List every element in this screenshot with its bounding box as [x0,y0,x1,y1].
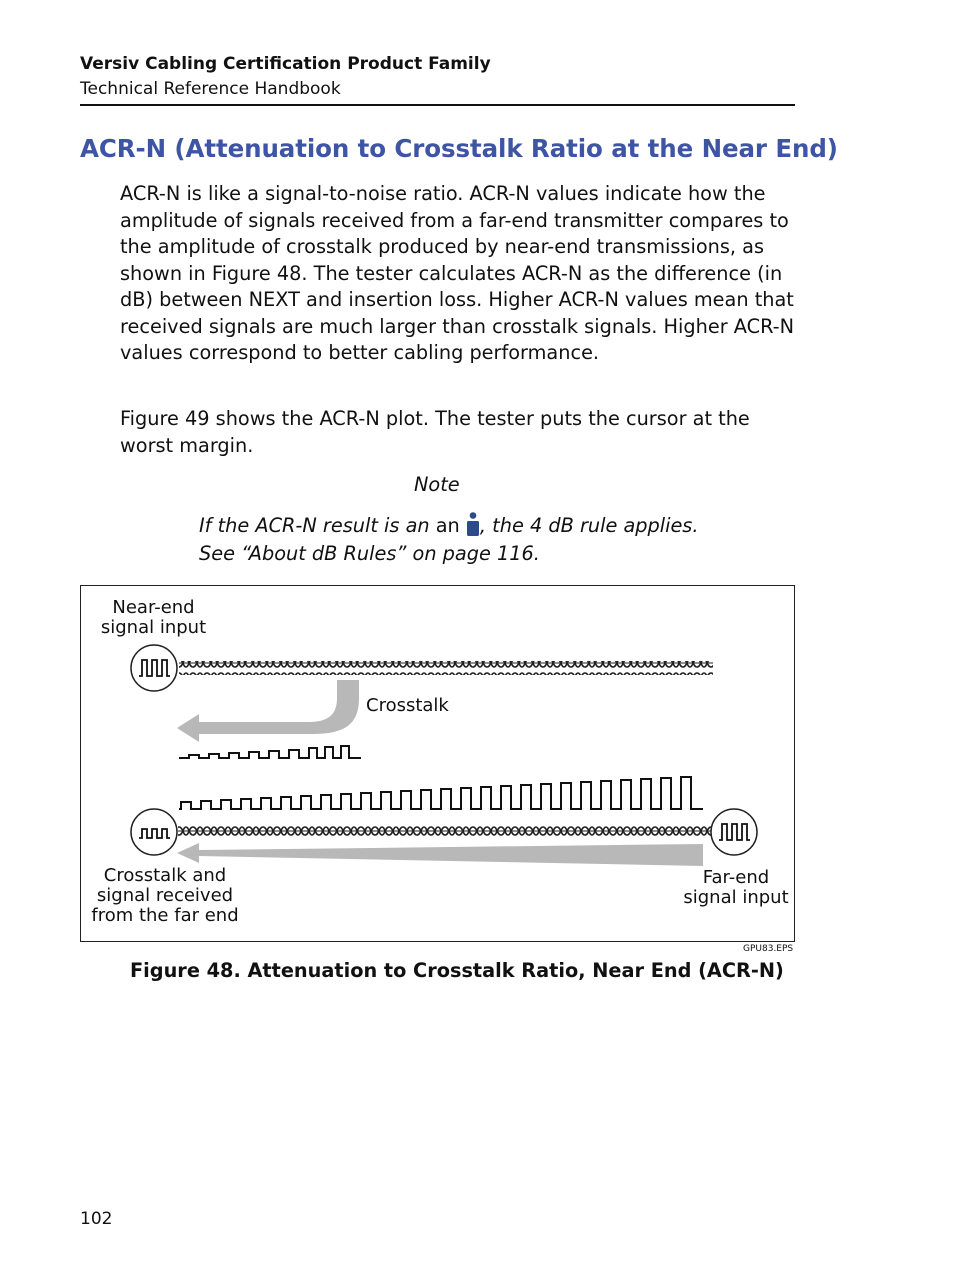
crosstalk-label: Crosstalk [366,695,449,716]
section-title: ACR-N (Attenuation to Crosstalk Ratio at the Near End) [80,134,838,163]
far-end-source-icon [711,809,757,855]
note-body [199,512,698,568]
body-paragraph-1: ACR-N is like a signal-to-noise ratio. ACR-N values indicate how the amplitude of signals received from a far-end transmitter compares to the amplitude of crosstalk produced by near-end transmissions, as shown in Figure 48. The tester calculates ACR-N as the difference (in dB) between NEXT and insertion loss. Higher ACR-N values mean that received signals are much larger than crosstalk signals. Higher ACR-N values correspond to better cabling performance. [120,182,795,364]
near-end-receiver-icon [131,809,177,855]
running-header-title: Versiv Cabling Certification Product Family [80,54,491,74]
note-line-2: See “About dB Rules” on page 116. [199,542,540,565]
top-cable [179,661,713,675]
running-header-subtitle: Technical Reference Handbook [80,79,341,99]
far-end-arrow [177,843,703,866]
note-title: Note [414,473,460,496]
acr-n-diagram [81,586,794,941]
header-rule [80,104,795,106]
figure-file-tag: GPU83.EPS [743,944,794,954]
note-upright-word: an [435,514,460,537]
note-line-1-start: If the ACR-N result is an [199,514,436,537]
info-icon [466,512,480,536]
body-paragraph-2: Figure 49 shows the ACR-N plot. The tester puts the cursor at the worst margin. [120,407,750,457]
figure-caption: Figure 48. Attenuation to Crosstalk Ratio, Near End (ACR-N) [130,959,784,982]
received-waveform [179,777,703,809]
crosstalk-and-signal-label: Crosstalk and signal received from the far end [91,865,239,926]
page-number: 102 [80,1209,113,1229]
note-line-1 [199,512,698,540]
crosstalk-waveform [179,746,361,758]
note-line-1-end: , the 4 dB rule applies. [479,514,699,537]
near-end-source-icon [131,645,177,691]
bottom-cable [178,825,711,839]
figure-48-frame [80,585,795,942]
far-end-input-label: Far-end signal input [683,867,789,908]
near-end-input-label: Near-end signal input [100,597,207,638]
crosstalk-arrow [177,680,359,742]
